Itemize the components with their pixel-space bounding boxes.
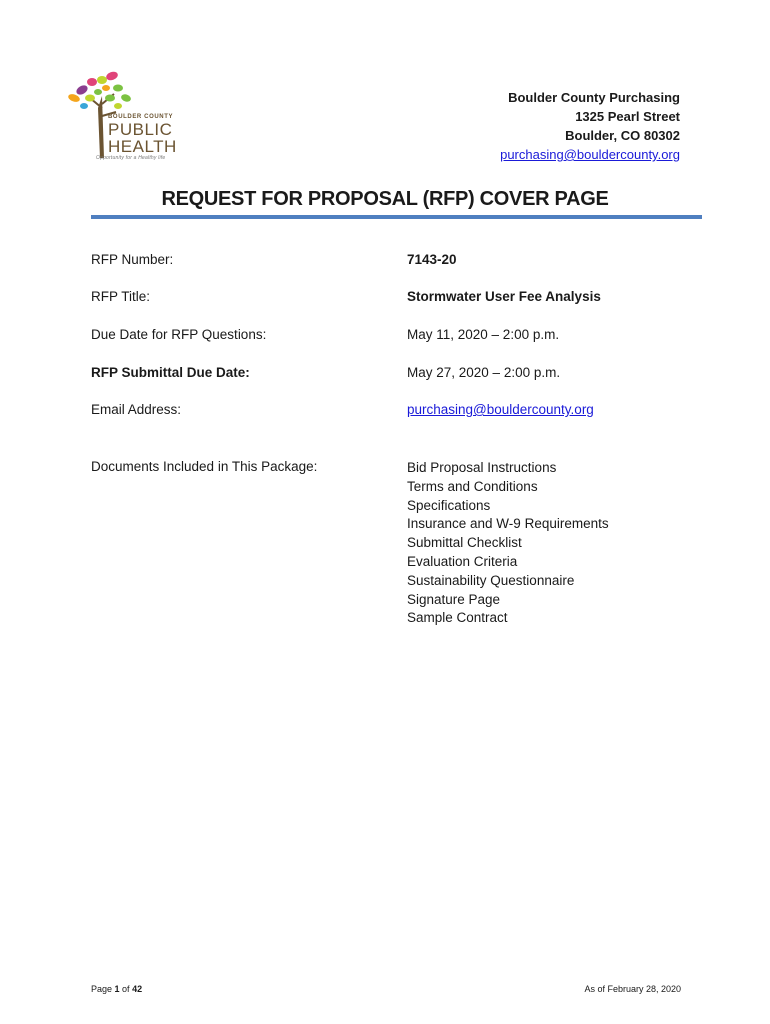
address-org: Boulder County Purchasing — [508, 90, 680, 105]
logo-text-boulder-county: BOULDER COUNTY — [108, 114, 174, 120]
page-title: REQUEST FOR PROPOSAL (RFP) COVER PAGE — [161, 188, 609, 210]
address-street: 1325 Pearl Street — [575, 109, 680, 124]
revision-date: As of February 28, 2020 — [584, 984, 681, 994]
purchasing-address-block — [500, 88, 680, 164]
submittal-due-label: RFP Submittal Due Date: — [91, 365, 250, 380]
rfp-title-value: Stormwater User Fee Analysis — [407, 289, 601, 304]
page-prefix: Page — [91, 984, 115, 994]
address-email-link[interactable]: purchasing@bouldercounty.org — [500, 147, 680, 162]
rfp-title-label: RFP Title: — [91, 289, 151, 304]
logo-tagline: Opportunity for a Healthy life — [96, 155, 166, 161]
documents-list — [407, 459, 609, 628]
documents-label: Documents Included in This Package: — [91, 459, 318, 474]
logo-text-health: HEALTH — [108, 137, 177, 156]
document-item: Terms and Conditions — [407, 478, 538, 494]
page-number — [91, 984, 142, 994]
submittal-due-value: May 27, 2020 – 2:00 p.m. — [407, 365, 561, 380]
page-of: of — [119, 984, 133, 994]
document-item: Submittal Checklist — [407, 535, 522, 551]
boulder-county-public-health-logo — [60, 68, 190, 168]
rfp-number-label: RFP Number: — [91, 252, 174, 267]
questions-due-label: Due Date for RFP Questions: — [91, 327, 267, 342]
page-current: 1 — [114, 984, 120, 994]
title-underline-rule — [91, 215, 702, 219]
page-total: 42 — [132, 984, 143, 994]
address-city: Boulder, CO 80302 — [565, 128, 680, 143]
email-link[interactable]: purchasing@bouldercounty.org — [407, 402, 594, 417]
document-item: Sample Contract — [407, 610, 508, 626]
questions-due-value: May 11, 2020 – 2:00 p.m. — [407, 327, 560, 342]
email-label: Email Address: — [91, 402, 182, 417]
document-item: Evaluation Criteria — [407, 553, 518, 569]
logo-text-public: PUBLIC — [108, 120, 173, 139]
document-item: Insurance and W-9 Requirements — [407, 516, 609, 532]
document-item: Sustainability Questionnaire — [407, 572, 575, 588]
document-item: Specifications — [407, 497, 491, 513]
document-item: Signature Page — [407, 591, 501, 607]
rfp-number-value: 7143-20 — [407, 252, 457, 267]
document-item: Bid Proposal Instructions — [407, 460, 557, 475]
